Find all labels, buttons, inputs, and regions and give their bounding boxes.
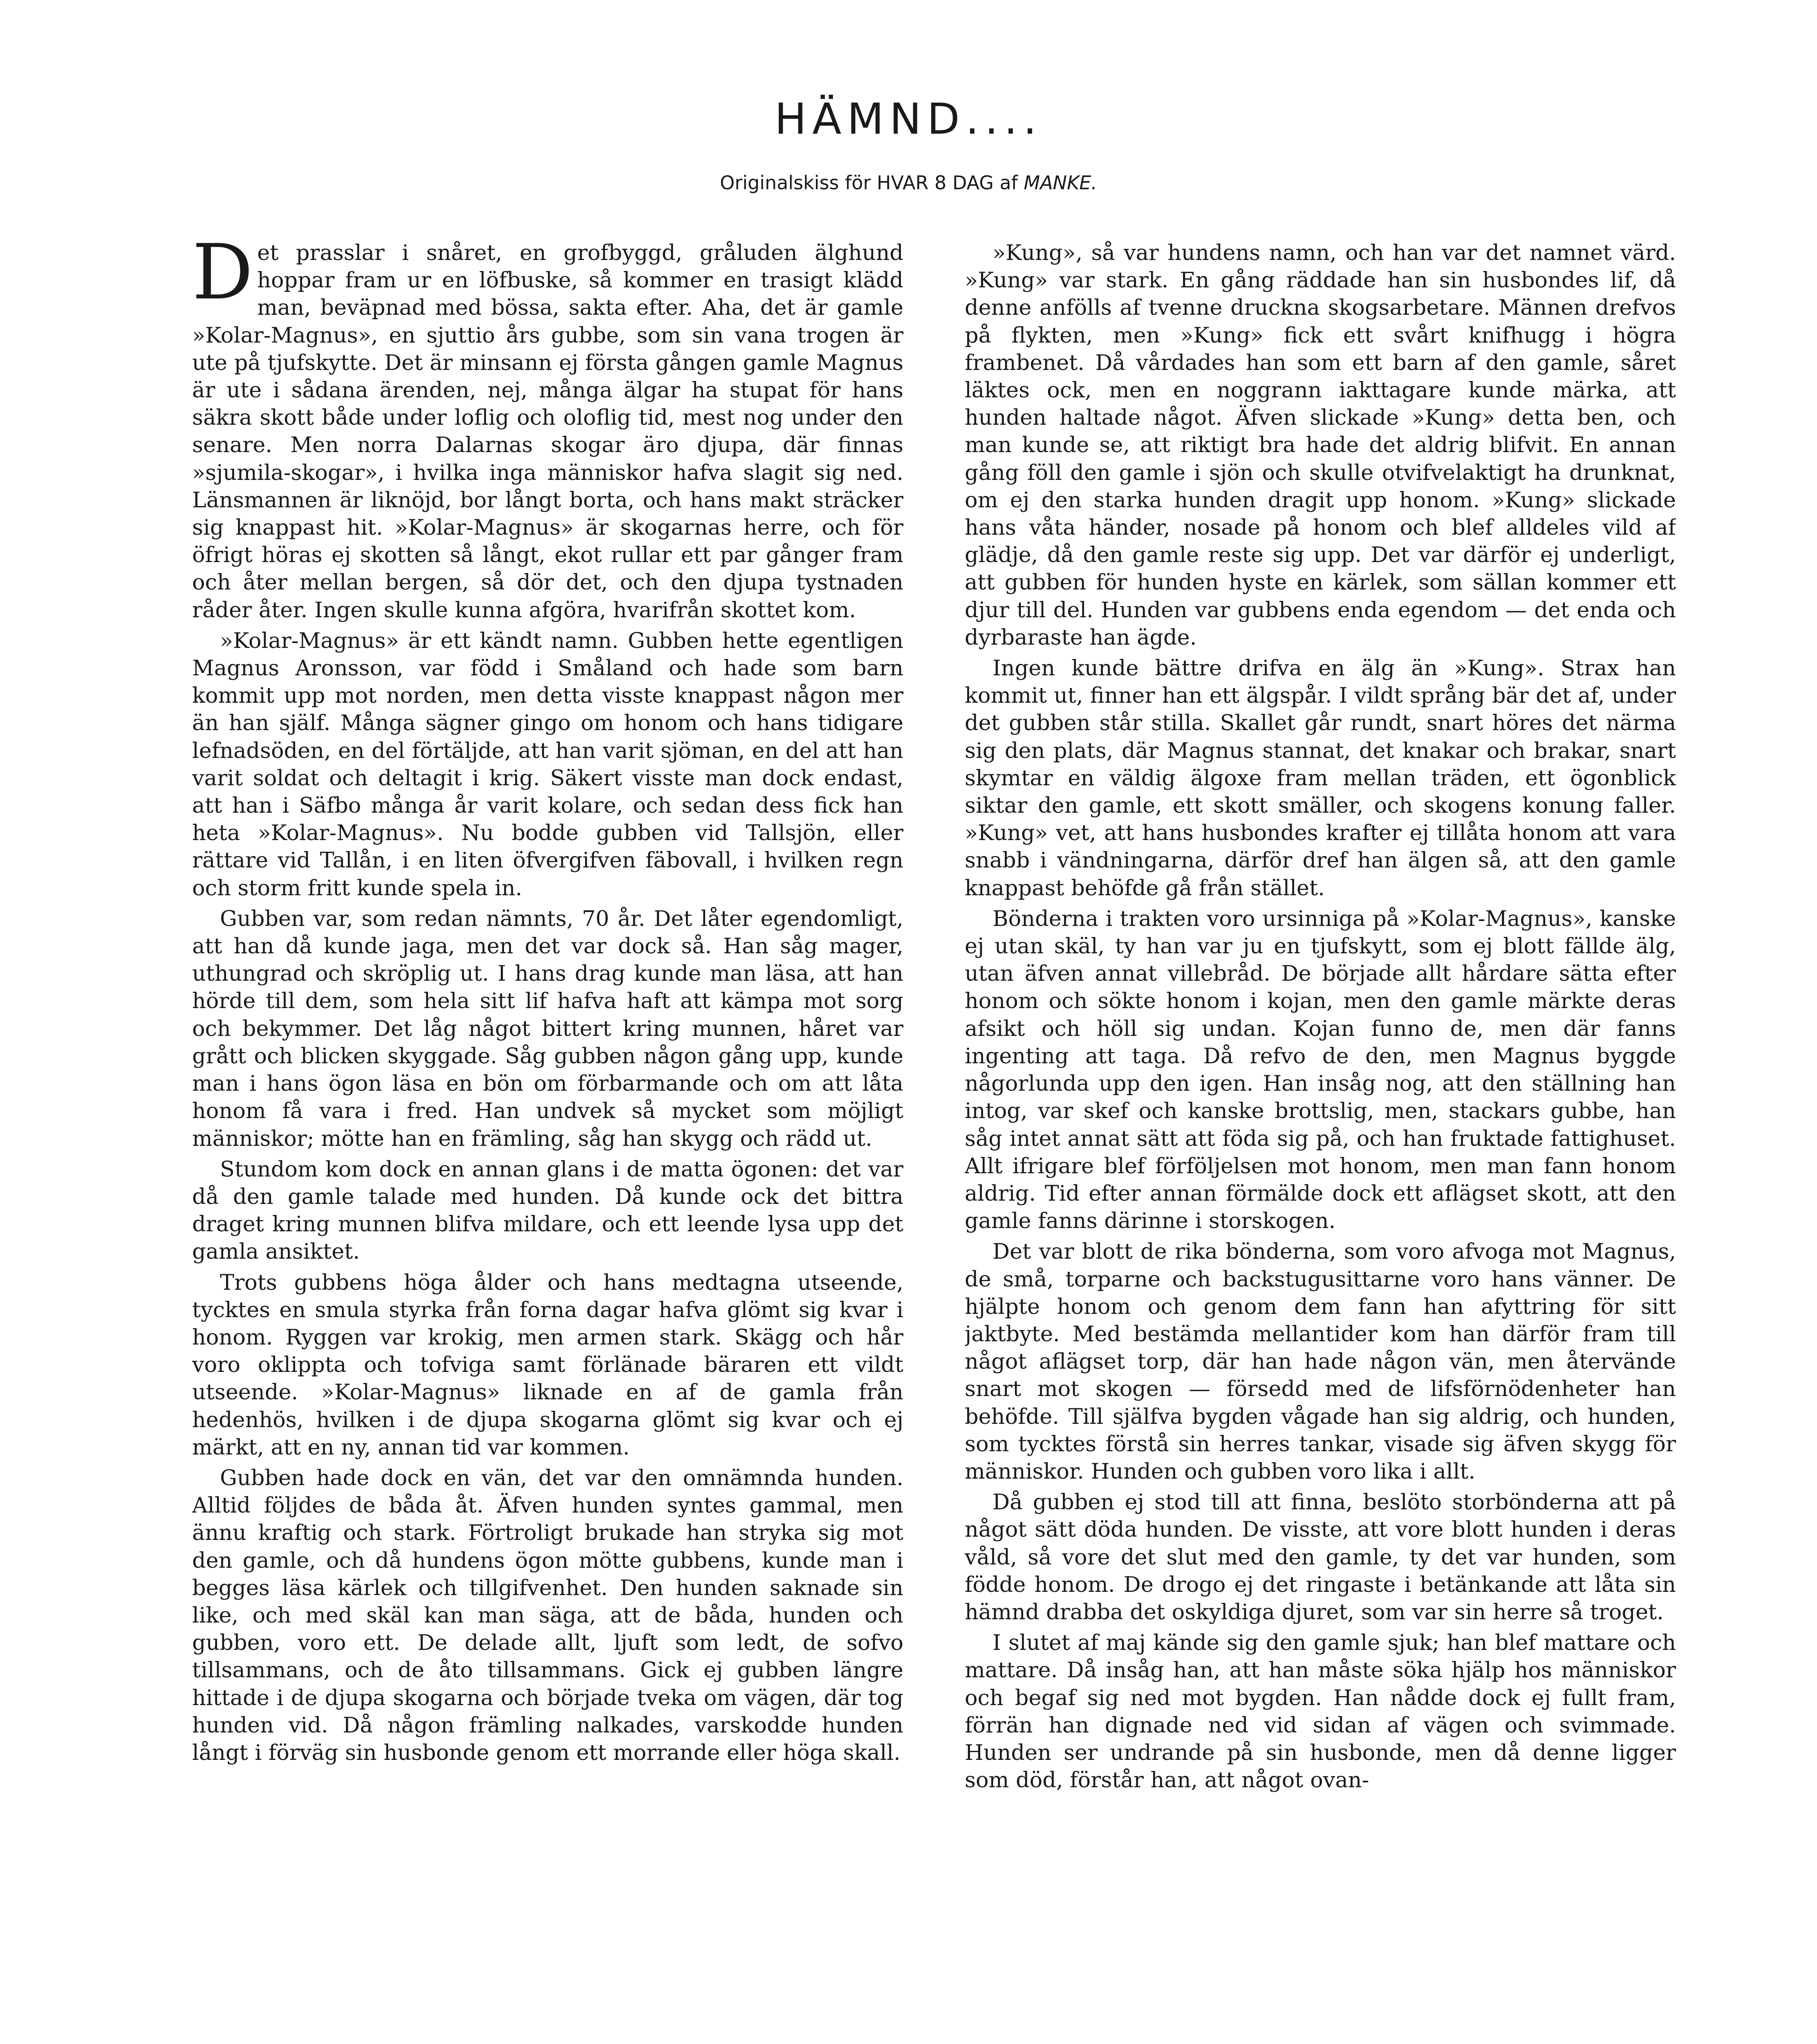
paragraph: Stundom kom dock en annan glans i de matta ögonen: det var då den gamle talade med hunden. Då kunde ock det bittra draget kring munnen blifva mildare, och ett leende lysa upp det gamla ansiktet. bbox=[192, 1156, 903, 1264]
text-column-left bbox=[192, 239, 903, 2044]
text-column-right bbox=[965, 239, 1676, 2044]
paragraph bbox=[192, 239, 903, 624]
byline-prefix: Originalskiss för HVAR 8 DAG af bbox=[720, 172, 1018, 194]
article-byline bbox=[0, 172, 1817, 194]
paragraph: Det var blott de rika bönderna, som voro afvoga mot Magnus, de små, torparne och backstugusittarne voro hans vänner. De hjälpte honom och genom dem fann han afyttring för sitt jaktbyte. Med bestämda mellantider kom han därför fram till något aflägset torp, där han hade någon vän, men återvände snart mot skogen — försedd med de lifsförnödenheter han behöfde. Till själfva bygden vågade han sig aldrig, och hunden, som tycktes förstå sin herres tankar, visade sig äfven skygg för människor. Hunden och gubben voro lika i allt. bbox=[965, 1239, 1676, 1484]
author-name: MANKE. bbox=[1024, 172, 1097, 194]
paragraph: Gubben var, som redan nämnts, 70 år. Det låter egendomligt, att han då kunde jaga, men det var dock så. Han såg mager, uthungrad och skröplig ut. I hans drag kunde man läsa, att han hörde till dem, som hela sitt lif hafva haft att kämpa mot sorg och bekymmer. Det låg något bittert kring munnen, håret var grått och blicken skyggade. Såg gubben någon gång upp, kunde man i hans ögon läsa en bön om förbarmande och om att låta honom få vara i fred. Han undvek så mycket som möjligt människor; mötte han en främling, såg han skygg och rädd ut. bbox=[192, 906, 903, 1151]
paragraph: Bönderna i trakten voro ursinniga på »Kolar-Magnus», kanske ej utan skäl, ty han var ju en tjufskytt, som ej blott fällde älg, utan äfven annat villebråd. De började allt hårdare sätta efter honom och sökte honom i kojan, men den gamle märkte deras afsikt och höll sig undan. Kojan funno de, men där fanns ingenting att taga. Då refvo de den, men Magnus byggde någorlunda upp den igen. Han insåg nog, att den ställning han intog, var skef och kanske brottslig, men, stackars gubbe, han såg intet annat sätt att föda sig på, och han fruktade fattighuset. Allt ifrigare blef förföljelsen mot honom, men man fann honom aldrig. Tid efter annan förmälde dock ett aflägset skott, att den gamle fanns därinne i storskogen. bbox=[965, 906, 1676, 1234]
paragraph: Gubben hade dock en vän, det var den omnämnda hunden. Alltid följdes de båda åt. Äfven hunden syntes gammal, men ännu kraftig och stark. Förtroligt brukade han stryka sig mot den gamle, och då hundens ögon mötte gubbens, kunde man i begges läsa kärlek och tillgifvenhet. Den hunden saknade sin like, och med skäl kan man säga, att de båda, hunden och gubben, voro ett. De delade allt, ljuft som ledt, de sofvo tillsammans, och de åto tillsammans. Gick ej gubben längre hittade i de djupa skogarna och började tveka om vägen, där tog hunden vid. Då någon främling nalkades, varskodde hunden långt i förväg sin husbonde genom ett morrande eller höga skall. bbox=[192, 1465, 903, 1765]
drop-cap: D bbox=[192, 239, 253, 316]
paragraph: I slutet af maj kände sig den gamle sjuk; han blef mattare och mattare. Då insåg han, att han måste söka hjälp hos människor och begaf sig ned mot bygden. Han nådde dock ej fullt fram, förrän han dignade ned vid sidan af vägen och svimmade. Hunden ser undrande på sin husbonde, men då denne ligger som död, förstår han, att något ovan- bbox=[965, 1630, 1676, 1793]
paragraph: Då gubben ej stod till att finna, beslöto storbönderna att på något sätt döda hunden. De visste, att vore blott hunden i deras våld, så vore det slut med den gamle, ty det var hunden, som födde honom. De drogo ej det ringaste i betänkande att låta sin hämnd drabba det oskyldiga djuret, som var sin herre så troget. bbox=[965, 1490, 1676, 1625]
paragraph: »Kolar-Magnus» är ett kändt namn. Gubben hette egentligen Magnus Aronsson, var född i Småland och hade som barn kommit upp mot norden, men detta visste knappast någon mer än han själf. Många sägner gingo om honom och hans tidigare lefnadsöden, en del förtäljde, att han varit sjöman, en del att han varit soldat och deltagit i krig. Säkert visste man dock endast, att han i Säfbo många år varit kolare, och sedan dess fick han heta »Kolar-Magnus». Nu bodde gubben vid Tallsjön, eller rättare vid Tallån, i en liten öfvergifven fäbovall, i hvilken regn och storm fritt kunde spela in. bbox=[192, 628, 903, 901]
paragraph: »Kung», så var hundens namn, och han var det namnet värd. »Kung» var stark. En gång räddade han sin husbondes lif, då denne anfölls af tvenne druckna skogsarbetare. Männen drefvos på flykten, men »Kung» fick ett svårt knifhugg i högra frambenet. Då vårdades han som ett barn af den gamle, såret läktes ock, men en noggrann iakttagare kunde märka, att hunden haltade något. Äfven slickade »Kung» detta ben, och man kunde se, att riktigt bra hade det aldrig blifvit. En annan gång föll den gamle i sjön och skulle otvifvelaktigt ha drunknat, om ej den starka hunden dragit upp honom. »Kung» slickade hans våta händer, nosade på honom och blef alldeles vild af glädje, då den gamle reste sig upp. Det var därför ej underligt, att gubben för hunden hyste en kärlek, som sällan kommer ett djur till del. Hunden var gubbens enda egendom — det enda och dyrbaraste han ägde. bbox=[965, 240, 1676, 650]
paragraph: Ingen kunde bättre drifva en älg än »Kung». Strax han kommit ut, finner han ett älgspår. I vildt språng bär det af, under det gubben står stilla. Skallet går rundt, snart höres det närma sig den plats, där Magnus stannat, det knakar och brakar, snart skymtar en väldig älgoxe fram mellan träden, ett ögonblick siktar den gamle, ett skott smäller, och skogens konung faller. »Kung» vet, att hans husbondes krafter ej tillåta honom att vara snabb i vändningarna, därför dref han älgen så, att den gamle knappast behöfde gå från stället. bbox=[965, 656, 1676, 901]
paragraph-text: et prasslar i snåret, en grofbyggd, gråluden älghund hoppar fram ur en löfbuske, så kommer en trasigt klädd man, beväpnad med bössa, sakta efter. Aha, det är gamle »Kolar-Magnus», en sjuttio års gubbe, som sin vana trogen är ute på tjufskytte. Det är minsann ej första gången gamle Magnus är ute i sådana ärenden, nej, många älgar ha stupat för hans säkra skott både under loflig och oloflig tid, mest nog under den senare. Men norra Dalarnas skogar äro djupa, där finnas »sjumila-skogar», i hvilka inga människor hafva slagit sig ned. Länsmannen är liknöjd, bor långt borta, och hans makt sträcker sig knappast hit. »Kolar-Magnus» är skogarnas herre, och för öfrigt höras ej skotten så långt, ekot rullar ett par gånger fram och åter mellan bergen, så dör det, och den djupa tystnaden råder åter. Ingen skulle kunna afgöra, hvarifrån skottet kom. bbox=[192, 240, 903, 623]
article-title: HÄMND.... bbox=[774, 94, 1043, 144]
paragraph: Trots gubbens höga ålder och hans medtagna utseende, tycktes en smula styrka från forna dagar hafva glömt sig kvar i honom. Ryggen var krokig, men armen stark. Skägg och hår voro oklippta och tofviga samt förlänade bäraren ett vildt utseende. »Kolar-Magnus» liknade en af de gamla från hedenhös, hvilken i de djupa skogarna glömt sig kvar och ej märkt, att en ny, annan tid var kommen. bbox=[192, 1270, 903, 1460]
